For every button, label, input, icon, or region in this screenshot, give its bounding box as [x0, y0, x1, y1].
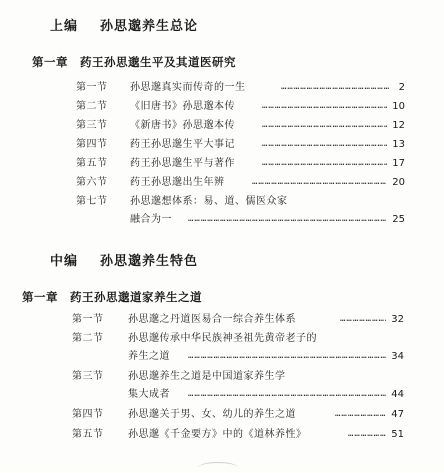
toc-entry[interactable] [72, 331, 406, 367]
page-number: 20 [392, 177, 405, 188]
section-title: 孙思邈《千金要方》中的《道林养性》 [128, 429, 307, 440]
page-edge-mark [198, 462, 238, 473]
chapter-title: 药王孙思邈道家养生之道 [70, 290, 202, 304]
section-label: 第六节 [76, 177, 108, 188]
page-number: 47 [391, 409, 404, 420]
dot-leader [340, 311, 386, 327]
toc-entry[interactable] [76, 118, 406, 134]
toc-entry[interactable] [76, 99, 406, 115]
section-title-continued: 集大成者 [128, 389, 170, 400]
section-label: 第五节 [72, 429, 104, 440]
page-number: 44 [391, 389, 404, 400]
toc-entry[interactable] [76, 175, 406, 191]
section-label: 第四节 [76, 139, 108, 150]
section-label: 第一节 [76, 82, 108, 93]
toc-entry[interactable] [76, 156, 406, 172]
dot-leader [252, 174, 387, 190]
page-number: 2 [398, 82, 405, 93]
dot-leader [188, 348, 386, 364]
dot-leader [262, 155, 387, 171]
dot-leader [262, 98, 387, 114]
page-number: 34 [391, 351, 404, 362]
toc-entry[interactable] [72, 407, 406, 423]
section-label: 第一节 [72, 314, 104, 325]
chapter-heading [22, 289, 202, 305]
section-title-continued: 融合为一 [130, 214, 172, 225]
dot-leader [188, 211, 387, 227]
section-label: 第五节 [76, 158, 108, 169]
section-title: 孙思邈之丹道医易合一综合养生体系 [128, 314, 296, 325]
toc-entry[interactable] [76, 194, 406, 230]
toc-entry[interactable] [76, 80, 406, 96]
section-title: 药王孙思邈出生年辨 [130, 177, 225, 188]
dot-leader [262, 117, 387, 133]
section-label: 第二节 [72, 333, 104, 344]
section-title: 《新唐书》孙思邈本传 [130, 120, 235, 131]
chapter-heading [32, 54, 236, 70]
toc-entry[interactable] [72, 427, 406, 443]
dot-leader [188, 386, 386, 402]
section-label: 第三节 [72, 371, 104, 382]
section-title: 孙思邈养生之道是中国道家养生学 [128, 371, 286, 382]
part-label: 中编 [50, 254, 79, 269]
part-heading [50, 250, 198, 269]
section-title: 药王孙思邈生平大事记 [130, 139, 235, 150]
dot-leader [281, 79, 389, 95]
toc-entry[interactable] [72, 312, 406, 328]
section-title: 《旧唐书》孙思邈本传 [130, 101, 235, 112]
page-number: 17 [392, 158, 405, 169]
part-label: 上编 [50, 19, 79, 34]
toc-entry[interactable] [76, 137, 406, 153]
dot-leader [262, 136, 387, 152]
dot-leader [348, 426, 386, 442]
section-label: 第四节 [72, 409, 104, 420]
page-number: 51 [391, 429, 404, 440]
page-number: 32 [391, 314, 404, 325]
chapter-title: 药王孙思邈生平及其道医研究 [80, 55, 236, 69]
part-title: 孙思邈养生总论 [100, 19, 199, 34]
page-number: 10 [392, 101, 405, 112]
part-heading [50, 15, 198, 34]
section-title: 药王孙思邈生平与著作 [130, 158, 235, 169]
page-number: 12 [392, 120, 405, 131]
toc-entry[interactable] [72, 369, 406, 405]
dot-leader [335, 406, 386, 422]
section-label: 第七节 [76, 196, 108, 207]
chapter-label: 第一章 [22, 290, 58, 304]
section-title: 孙思邈真实而传奇的一生 [130, 82, 246, 93]
section-label: 第三节 [76, 120, 108, 131]
section-title: 孙思邈想体系：易、道、儒医众家 [130, 196, 288, 207]
part-title: 孙思邈养生特色 [100, 254, 199, 269]
chapter-label: 第一章 [32, 55, 68, 69]
section-title: 孙思邈传承中华民族神圣祖先黄帝老子的 [128, 333, 317, 344]
section-title: 孙思邈关于男、女、幼儿的养生之道 [128, 409, 296, 420]
page-number: 13 [392, 139, 405, 150]
section-title-continued: 养生之道 [128, 351, 170, 362]
page-number: 25 [392, 214, 405, 225]
section-label: 第二节 [76, 101, 108, 112]
